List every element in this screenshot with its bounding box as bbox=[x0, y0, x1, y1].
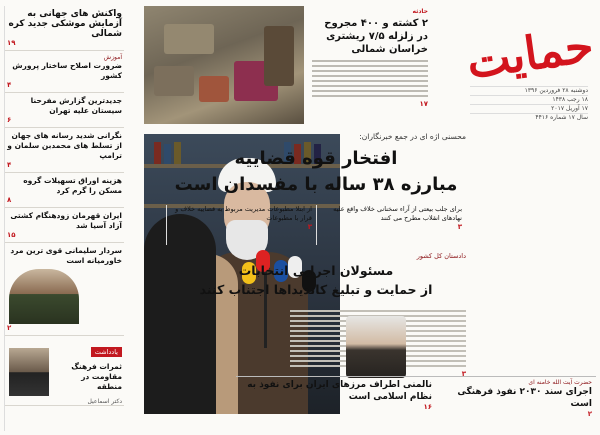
top-story-page: ۱۷ bbox=[419, 100, 428, 108]
left-item-report[interactable] bbox=[5, 93, 124, 128]
left-item-wrestling[interactable] bbox=[5, 208, 124, 243]
election-story-kicker: دادستان کل کشور bbox=[416, 252, 466, 260]
memo-author-photo bbox=[9, 348, 49, 396]
election-story-title-line2: از حمایت و تبلیغ کاندیداها اجتناب کنند bbox=[199, 282, 433, 297]
main-headline[interactable] bbox=[166, 146, 466, 198]
election-story-page: ۳ bbox=[461, 370, 466, 378]
bottom-story-title: اجرای سند ۲۰۳۰ نفوذ فرهنگی است bbox=[457, 387, 592, 409]
main-headline-line2: مبارزه ۳۸ ساله با مفسدان است bbox=[174, 174, 458, 195]
left-item-title: هزینه اوراق تسهیلات گروه مسکن را گرم کرد bbox=[23, 176, 122, 195]
soleimani-photo bbox=[7, 266, 122, 324]
left-item-title: سردار سلیمانی قوی ترین مرد خاورمیانه است bbox=[10, 246, 122, 265]
bottom-story-page: ۲ bbox=[587, 410, 592, 418]
prosecutor-photo bbox=[346, 316, 406, 378]
top-story-kicker: حادثه bbox=[412, 8, 428, 15]
issue-number: سال ۱۷ شماره ۴۴۱۶ bbox=[470, 113, 588, 122]
left-item-page: ۶ bbox=[7, 116, 12, 124]
publication-info bbox=[470, 86, 588, 122]
main-story-kicker: محسنی اژه ای در جمع خبرنگاران: bbox=[359, 132, 466, 141]
left-item-title: نگرانی شدید رسانه های جهان از تسلط های محمدبن سلمان و ترامپ bbox=[7, 131, 122, 160]
main-headline-line1: افتخار قوه قضاییه bbox=[234, 148, 398, 169]
main-story-sub-items bbox=[166, 205, 466, 245]
sub-item[interactable] bbox=[316, 205, 466, 245]
top-story-text bbox=[308, 6, 432, 124]
left-item-education[interactable] bbox=[5, 51, 124, 93]
bottom-story-page: ۱۶ bbox=[423, 403, 432, 411]
sub-item[interactable] bbox=[166, 205, 316, 245]
logo-text: حمایت bbox=[463, 17, 597, 90]
sub-item-page: ۳ bbox=[457, 223, 462, 231]
sub-item-text: برای جلب بیعتی از آراء سخنانی خلاف واقع علیه نهادهای انقلاب مطرح می کنند bbox=[333, 205, 462, 222]
sub-item-page: ۳ bbox=[307, 223, 312, 231]
memo-box[interactable] bbox=[5, 336, 124, 406]
masthead bbox=[462, 6, 597, 126]
left-item-housing[interactable] bbox=[5, 173, 124, 208]
memo-author: دکتر اسماعیل bbox=[87, 398, 122, 405]
left-item-title: واکنش های جهانی به آزمایش موشکی جدید کره شمالی bbox=[8, 9, 122, 39]
left-item-page: ۴ bbox=[7, 81, 12, 89]
left-item-page: ۸ bbox=[7, 196, 12, 204]
left-item-page: ۱۹ bbox=[7, 39, 16, 47]
left-item-title: ضرورت اصلاح ساختار پرورش کشور bbox=[12, 61, 122, 80]
logo bbox=[462, 6, 597, 90]
top-story-title: ۲ کشته و ۴۰۰ مجروح در زلزله ۷/۵ ریشتری خراسان شمالی bbox=[324, 18, 428, 55]
date-persian: دوشنبه ۲۸ فروردین ۱۳۹۶ bbox=[470, 86, 588, 95]
bottom-story-kicker: حضرت آیت الله خامنه ای bbox=[528, 379, 592, 386]
bottom-story-2[interactable] bbox=[236, 376, 436, 432]
left-item-page: ۴ bbox=[7, 161, 12, 169]
left-item-title: ایران قهرمان زودهنگام کشتی آزاد آسیا شد bbox=[10, 211, 122, 230]
left-item-title: جدیدترین گزارش مفرحنا سیستان علیه تهران bbox=[30, 96, 122, 115]
bottom-story-1[interactable] bbox=[436, 376, 596, 432]
top-story[interactable] bbox=[144, 6, 432, 124]
left-item-media[interactable] bbox=[5, 128, 124, 173]
left-item-kicker: آموزش bbox=[103, 54, 122, 61]
left-column bbox=[4, 6, 124, 431]
memo-kicker: یادداشت bbox=[91, 347, 122, 357]
bottom-story-title: نالمنی اطراف مرزهای ایران برای نفوذ به نظام اسلامی است bbox=[247, 380, 432, 402]
earthquake-photo bbox=[144, 6, 304, 124]
left-item-page: ۲ bbox=[7, 324, 12, 332]
left-item-north-korea[interactable] bbox=[5, 6, 124, 51]
election-story[interactable] bbox=[166, 252, 466, 298]
memo-title: ثمرات فرهنگ مقاومت در منطقه bbox=[71, 362, 122, 391]
date-gregorian: ۱۷ آوریل ۲۰۱۷ bbox=[470, 104, 588, 113]
sub-item-text: از ابتلا مطبوعات مدیریت مربوط به قضاییه خلاف و قرار با مطبوعات bbox=[175, 205, 312, 222]
left-item-page: ۱۵ bbox=[7, 231, 16, 239]
election-story-title-line1: مسئولان اجرایی انتخابات bbox=[238, 263, 394, 278]
date-hijri: ۱۸ رجب ۱۴۳۸ bbox=[470, 95, 588, 104]
bottom-stories bbox=[144, 376, 596, 432]
left-item-soleimani[interactable] bbox=[5, 243, 124, 336]
top-story-body bbox=[312, 60, 428, 97]
